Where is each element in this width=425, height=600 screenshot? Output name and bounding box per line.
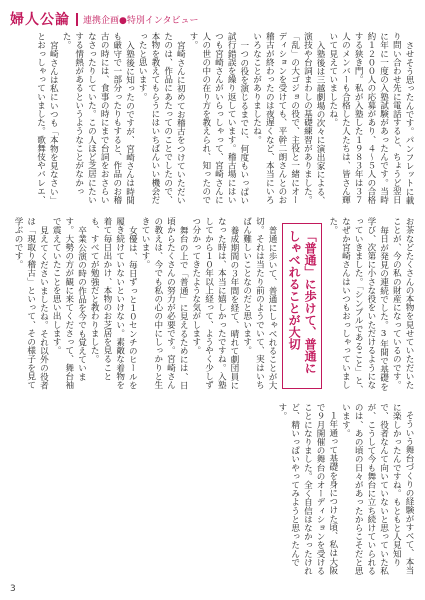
- paragraph: 一つの役を演じるまでに、何度もいっぱい試行錯誤を繰り返しています。稽古場にはいつも宮崎さんがいらっしゃって、宮崎さんに人の世の中の在り方を教えられ、知ったのです。: [188, 32, 249, 204]
- paragraph: 入塾後は三越劇場の次々に演出家による、演技や台詞まわしの基礎練習がありました。「乱」の大ゴジョの役で、主役と一緒にオーディションを受けても、平幹二朗さんとのお稽古が終わったのは夜遅くなど、本当にいろいろなことがありましたね。: [251, 32, 326, 204]
- paragraph: 宮崎さんは私にいつも「本物を見なさい」とおっしゃっていました。歌舞伎やバレエ、お茶などたくさんの本物を見せていただいたことが、今の私の財産になっているのです。: [35, 32, 414, 390]
- paragraph: １年通って基礎を身につけた頃、私は大阪で９月開催の舞台のオーディションを受けることになりました。全く自信はなかったけれど、精いっぱいやってみようと思ったんです。: [276, 402, 338, 575]
- paragraph: 普通に歩いて、普通にしゃべれることが大切。それは当たり前のようでいて、実はいちばん難しいことなのだと思います。: [241, 217, 278, 390]
- paragraph: 養成期間の３年間を経て、晴れて劇団員になった時は、本当に嬉しかったですね。入塾してから１０年以上経って、ようやく少しずつ分かってきたような気がします。: [190, 217, 239, 390]
- paragraph: 女優は、毎日ずっと１０センチのヒールを履き続けていないといけない。素敵な着物を着て毎日出かけ、本物のお芝居を見ることも、すべてが勉強だと教わりました。: [89, 217, 138, 390]
- article-body: [10, 32, 415, 580]
- page-header: [10, 8, 199, 30]
- paragraph: そういう舞台づくりの経験がすべて、本当に楽しかったんですね。もともと人見知りで、役者なんて向いていないと思っていた私が、こうして今も舞台に立ち続けていられるのは、あの頃の日々があったからこそだと思います。: [340, 402, 414, 575]
- paragraph: 舞台の上で「普通」に見えるためには、日頃からたくさんの努力が必要です。宮崎さんの教えは、今でも私の心の中にしっかりと生きています。: [140, 217, 189, 390]
- paragraph: 毎日が発見の連続でした。3年間で基礎を学び、次第に小さな役をいただけるようになっていきました。「シンプルであること」と、なぜか宮崎さんはいつもおっしゃっていました。: [327, 217, 389, 394]
- paragraph: 見えてくださいましたね。それ以外の役者は「現取り稽古」といって、その様子を見て学ぶのです。: [13, 217, 49, 390]
- paragraph: 入塾後に知ったのですが、宮崎さんは時間も厳守で一部分ったりもすると、作品のお稽古の時には、食事の時にまで台詞をおさらいなさったりしていた。この人ほど芝居にたいする情熱があるというようなことがなかった。: [61, 32, 135, 204]
- paragraph: させそう思ったんです。パンフレットに載り問い合わせ先に電話すると、ちょうど翌日に年に一度の入塾試験があったんです。当時約１２００人の応募があり、４〜５人の合格する狭き門。私が入塾した１９８３年は３７人のメンバーも合格した人たちは、皆さん輝いて見えていましたね。: [327, 32, 414, 204]
- pull-quote: 「普通」に歩けて、普通にしゃべれることが大切: [282, 223, 322, 388]
- page-number: 3: [10, 584, 16, 594]
- paragraph: 卒業公演の時の作品を今でも覚えています。大勢の方が観に来てくださって、舞台袖で震えていたことを思い出します。: [51, 217, 87, 390]
- section-subtitle: 連携企画●特別インタビュー: [76, 13, 199, 26]
- magazine-logo: 婦人公論: [10, 12, 70, 28]
- paragraph: 宮崎さんに初めてお稽古をつけていただいたのは、作品にあたってのことでしたので、本物を教えてもらうにはいちばんいい機会だったと思います。: [137, 32, 186, 204]
- pull-quote-wrapper: [278, 217, 326, 394]
